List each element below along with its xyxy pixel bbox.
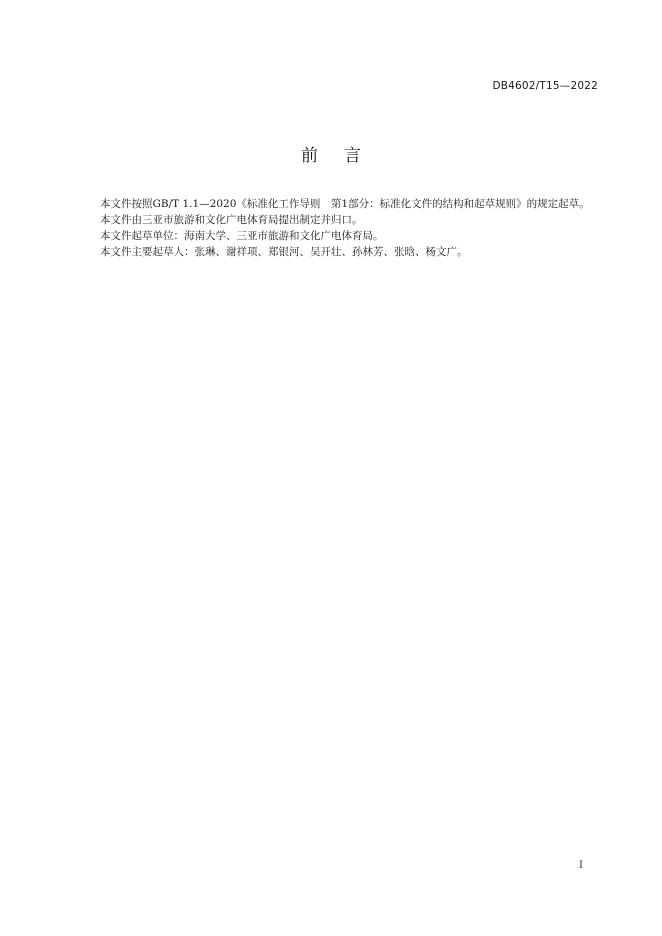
paragraph-proposer: 本文件由三亚市旅游和文化广电体育局提出制定并归口。	[100, 214, 363, 226]
document-code: DB4602/T15—2022	[492, 80, 598, 92]
paragraph-drafting-units: 本文件起草单位：海南大学、三亚市旅游和文化广电体育局。	[100, 230, 384, 242]
paragraph-drafters: 本文件主要起草人：张琳、谢祥项、郑银河、吴开壮、孙林芳、张晗、杨文广。	[100, 246, 468, 258]
page-number: I	[579, 860, 583, 871]
foreword-body	[79, 196, 605, 260]
page-title: 前言	[301, 146, 387, 166]
paragraph-drafting-rules: 本文件按照GB/T 1.1—2020《标准化工作导则 第1部分：标准化文件的结构和起草规则》的规定起草。	[100, 198, 590, 210]
